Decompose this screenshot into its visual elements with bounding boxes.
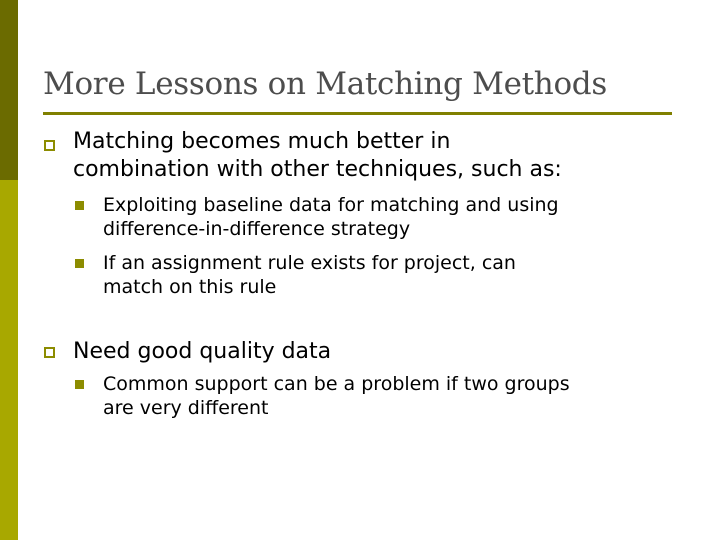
subbullet-text-line: match on this rule (103, 276, 277, 298)
subbullet-marker-icon (75, 380, 84, 389)
sidebar-accent-top (0, 0, 18, 180)
bullet-text (73, 338, 331, 366)
subbullet-text (103, 193, 559, 241)
bullet-text-line: combination with other techniques, such as: (73, 157, 562, 182)
bullet-text (73, 128, 562, 184)
slide-title: More Lessons on Matching Methods (43, 66, 607, 102)
bullet-marker-icon (44, 140, 55, 151)
subbullet-marker-icon (75, 259, 84, 268)
subbullet-text (103, 372, 570, 420)
subbullet-text-line: are very different (103, 397, 269, 419)
bullet-text-line: Matching becomes much better in (73, 129, 451, 154)
bullet-text-line: Need good quality data (73, 339, 332, 364)
subbullet-text-line: If an assignment rule exists for project, can (103, 252, 516, 274)
title-underline (43, 112, 672, 115)
bullet-marker-icon (44, 347, 55, 358)
subbullet-text-line: difference-in-difference strategy (103, 218, 411, 240)
subbullet-text (103, 251, 516, 299)
subbullet-text-line: Common support can be a problem if two groups (103, 373, 570, 395)
sidebar-accent-bottom (0, 180, 18, 540)
subbullet-marker-icon (75, 201, 84, 210)
subbullet-text-line: Exploiting baseline data for matching and using (103, 194, 559, 216)
